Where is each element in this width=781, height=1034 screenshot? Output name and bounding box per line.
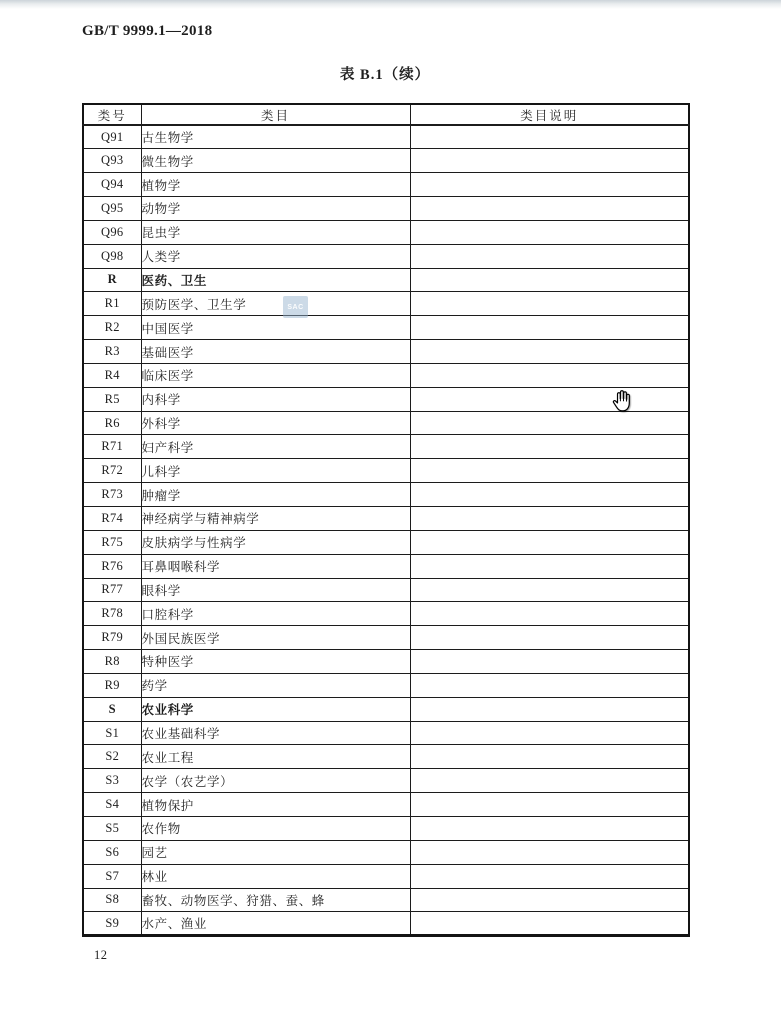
scan-edge-shadow (0, 0, 781, 9)
cell-category-name: 肿瘤学 (141, 483, 410, 507)
cell-category-name: 外国民族医学 (141, 626, 410, 650)
cell-category-code: R72 (83, 459, 141, 483)
cell-category-name: 园艺 (141, 840, 410, 864)
cell-category-description (410, 697, 689, 721)
cell-category-name: 动物学 (141, 197, 410, 221)
cell-category-name: 古生物学 (141, 125, 410, 149)
table-caption: 表 B.1（续） (339, 67, 431, 83)
table-row (83, 435, 689, 459)
table-row (83, 125, 689, 149)
table-row (83, 507, 689, 531)
cell-category-code: R (83, 268, 141, 292)
cell-category-name: 药学 (141, 673, 410, 697)
cell-category-name: 口腔科学 (141, 602, 410, 626)
table-row (83, 530, 689, 554)
cell-category-code: S1 (83, 721, 141, 745)
cell-category-code: R79 (83, 626, 141, 650)
cell-category-description (410, 125, 689, 149)
cell-category-code: Q94 (83, 173, 141, 197)
table-row (83, 459, 689, 483)
table-row (83, 602, 689, 626)
cell-category-description (410, 602, 689, 626)
table-row (83, 769, 689, 793)
cell-category-code: Q91 (83, 125, 141, 149)
cell-category-code: R76 (83, 554, 141, 578)
table-body (83, 125, 689, 936)
cell-category-name: 神经病学与精神病学 (141, 507, 410, 531)
table-row (83, 578, 689, 602)
cell-category-description (410, 292, 689, 316)
cell-category-code: Q95 (83, 197, 141, 221)
cell-category-code: S (83, 697, 141, 721)
cell-category-description (410, 363, 689, 387)
cell-category-code: S4 (83, 793, 141, 817)
cell-category-description (410, 650, 689, 674)
cell-category-description (410, 173, 689, 197)
cell-category-name: 医药、卫生 (141, 268, 410, 292)
cell-category-name: 妇产科学 (141, 435, 410, 459)
cell-category-description (410, 483, 689, 507)
cell-category-code: S9 (83, 912, 141, 936)
table-row (83, 149, 689, 173)
cell-category-code: R74 (83, 507, 141, 531)
cell-category-description (410, 459, 689, 483)
cell-category-name: 农学（农艺学） (141, 769, 410, 793)
table-row (83, 721, 689, 745)
cell-category-description (410, 411, 689, 435)
cell-category-code: R77 (83, 578, 141, 602)
sac-watermark-badge: SAC (283, 296, 308, 318)
table-row (83, 888, 689, 912)
cell-category-code: S3 (83, 769, 141, 793)
cell-category-description (410, 507, 689, 531)
cell-category-code: R4 (83, 363, 141, 387)
table-row (83, 626, 689, 650)
cell-category-name: 畜牧、动物医学、狩猎、蚕、蜂 (141, 888, 410, 912)
cell-category-description (410, 793, 689, 817)
cell-category-name: 昆虫学 (141, 220, 410, 244)
cell-category-description (410, 244, 689, 268)
table-row (83, 483, 689, 507)
cell-category-name: 皮肤病学与性病学 (141, 530, 410, 554)
cell-category-code: S6 (83, 840, 141, 864)
cell-category-name: 耳鼻咽喉科学 (141, 554, 410, 578)
table-row (83, 220, 689, 244)
table-row (83, 197, 689, 221)
cell-category-code: Q98 (83, 244, 141, 268)
cell-category-description (410, 316, 689, 340)
cell-category-name: 基础医学 (141, 340, 410, 364)
table-row (83, 650, 689, 674)
cell-category-description (410, 435, 689, 459)
cell-category-name: 林业 (141, 864, 410, 888)
cell-category-code: Q93 (83, 149, 141, 173)
table-row (83, 268, 689, 292)
cell-category-name: 眼科学 (141, 578, 410, 602)
cell-category-description (410, 197, 689, 221)
column-header-code: 类号 (83, 104, 141, 125)
cell-category-name: 农业科学 (141, 697, 410, 721)
cell-category-code: R9 (83, 673, 141, 697)
table-row (83, 244, 689, 268)
cell-category-code: S8 (83, 888, 141, 912)
cell-category-name: 水产、渔业 (141, 912, 410, 936)
cell-category-code: R75 (83, 530, 141, 554)
cell-category-name: 植物学 (141, 173, 410, 197)
table-row (83, 912, 689, 936)
cell-category-description (410, 816, 689, 840)
cell-category-name: 儿科学 (141, 459, 410, 483)
table-row (83, 292, 689, 316)
cell-category-code: R78 (83, 602, 141, 626)
cell-category-code: R1 (83, 292, 141, 316)
cell-category-code: R71 (83, 435, 141, 459)
cell-category-description (410, 530, 689, 554)
cell-category-code: S5 (83, 816, 141, 840)
cell-category-name: 人类学 (141, 244, 410, 268)
cell-category-description (410, 268, 689, 292)
cell-category-description (410, 149, 689, 173)
cell-category-code: S7 (83, 864, 141, 888)
cell-category-description (410, 721, 689, 745)
cell-category-name: 预防医学、卫生学 (141, 292, 410, 316)
cell-category-code: R5 (83, 387, 141, 411)
cell-category-code: R73 (83, 483, 141, 507)
table-b1 (82, 103, 690, 937)
cell-category-name: 中国医学 (141, 316, 410, 340)
page-number: 12 (94, 948, 108, 962)
cell-category-description (410, 578, 689, 602)
table-row (83, 673, 689, 697)
table-row (83, 793, 689, 817)
cell-category-description (410, 220, 689, 244)
cell-category-description (410, 745, 689, 769)
cell-category-name: 农业工程 (141, 745, 410, 769)
table-row (83, 387, 689, 411)
cell-category-name: 农作物 (141, 816, 410, 840)
table-row (83, 363, 689, 387)
cell-category-code: S2 (83, 745, 141, 769)
cell-category-code: R2 (83, 316, 141, 340)
cell-category-description (410, 769, 689, 793)
cell-category-code: R6 (83, 411, 141, 435)
column-header-category: 类目 (141, 104, 410, 125)
cell-category-name: 外科学 (141, 411, 410, 435)
cell-category-code: Q96 (83, 220, 141, 244)
cell-category-name: 农业基础科学 (141, 721, 410, 745)
table-row (83, 411, 689, 435)
table-row (83, 173, 689, 197)
table-row (83, 340, 689, 364)
cell-category-description (410, 912, 689, 936)
cell-category-description (410, 840, 689, 864)
cell-category-name: 临床医学 (141, 363, 410, 387)
cell-category-description (410, 626, 689, 650)
column-header-description: 类目说明 (410, 104, 689, 125)
table-row (83, 745, 689, 769)
table-row (83, 554, 689, 578)
cell-category-name: 微生物学 (141, 149, 410, 173)
cell-category-description (410, 673, 689, 697)
cell-category-code: R8 (83, 650, 141, 674)
cell-category-description (410, 387, 689, 411)
table-row (83, 864, 689, 888)
cell-category-code: R3 (83, 340, 141, 364)
cell-category-name: 内科学 (141, 387, 410, 411)
table-row (83, 316, 689, 340)
cell-category-description (410, 888, 689, 912)
table-row (83, 697, 689, 721)
table-row (83, 840, 689, 864)
cell-category-name: 植物保护 (141, 793, 410, 817)
cell-category-description (410, 340, 689, 364)
standard-code: GB/T 9999.1—2018 (82, 23, 213, 39)
table-header (83, 104, 689, 125)
table-row (83, 816, 689, 840)
table-header-row (83, 104, 689, 125)
cell-category-name: 特种医学 (141, 650, 410, 674)
classification-table (82, 103, 690, 937)
cell-category-description (410, 554, 689, 578)
cell-category-description (410, 864, 689, 888)
